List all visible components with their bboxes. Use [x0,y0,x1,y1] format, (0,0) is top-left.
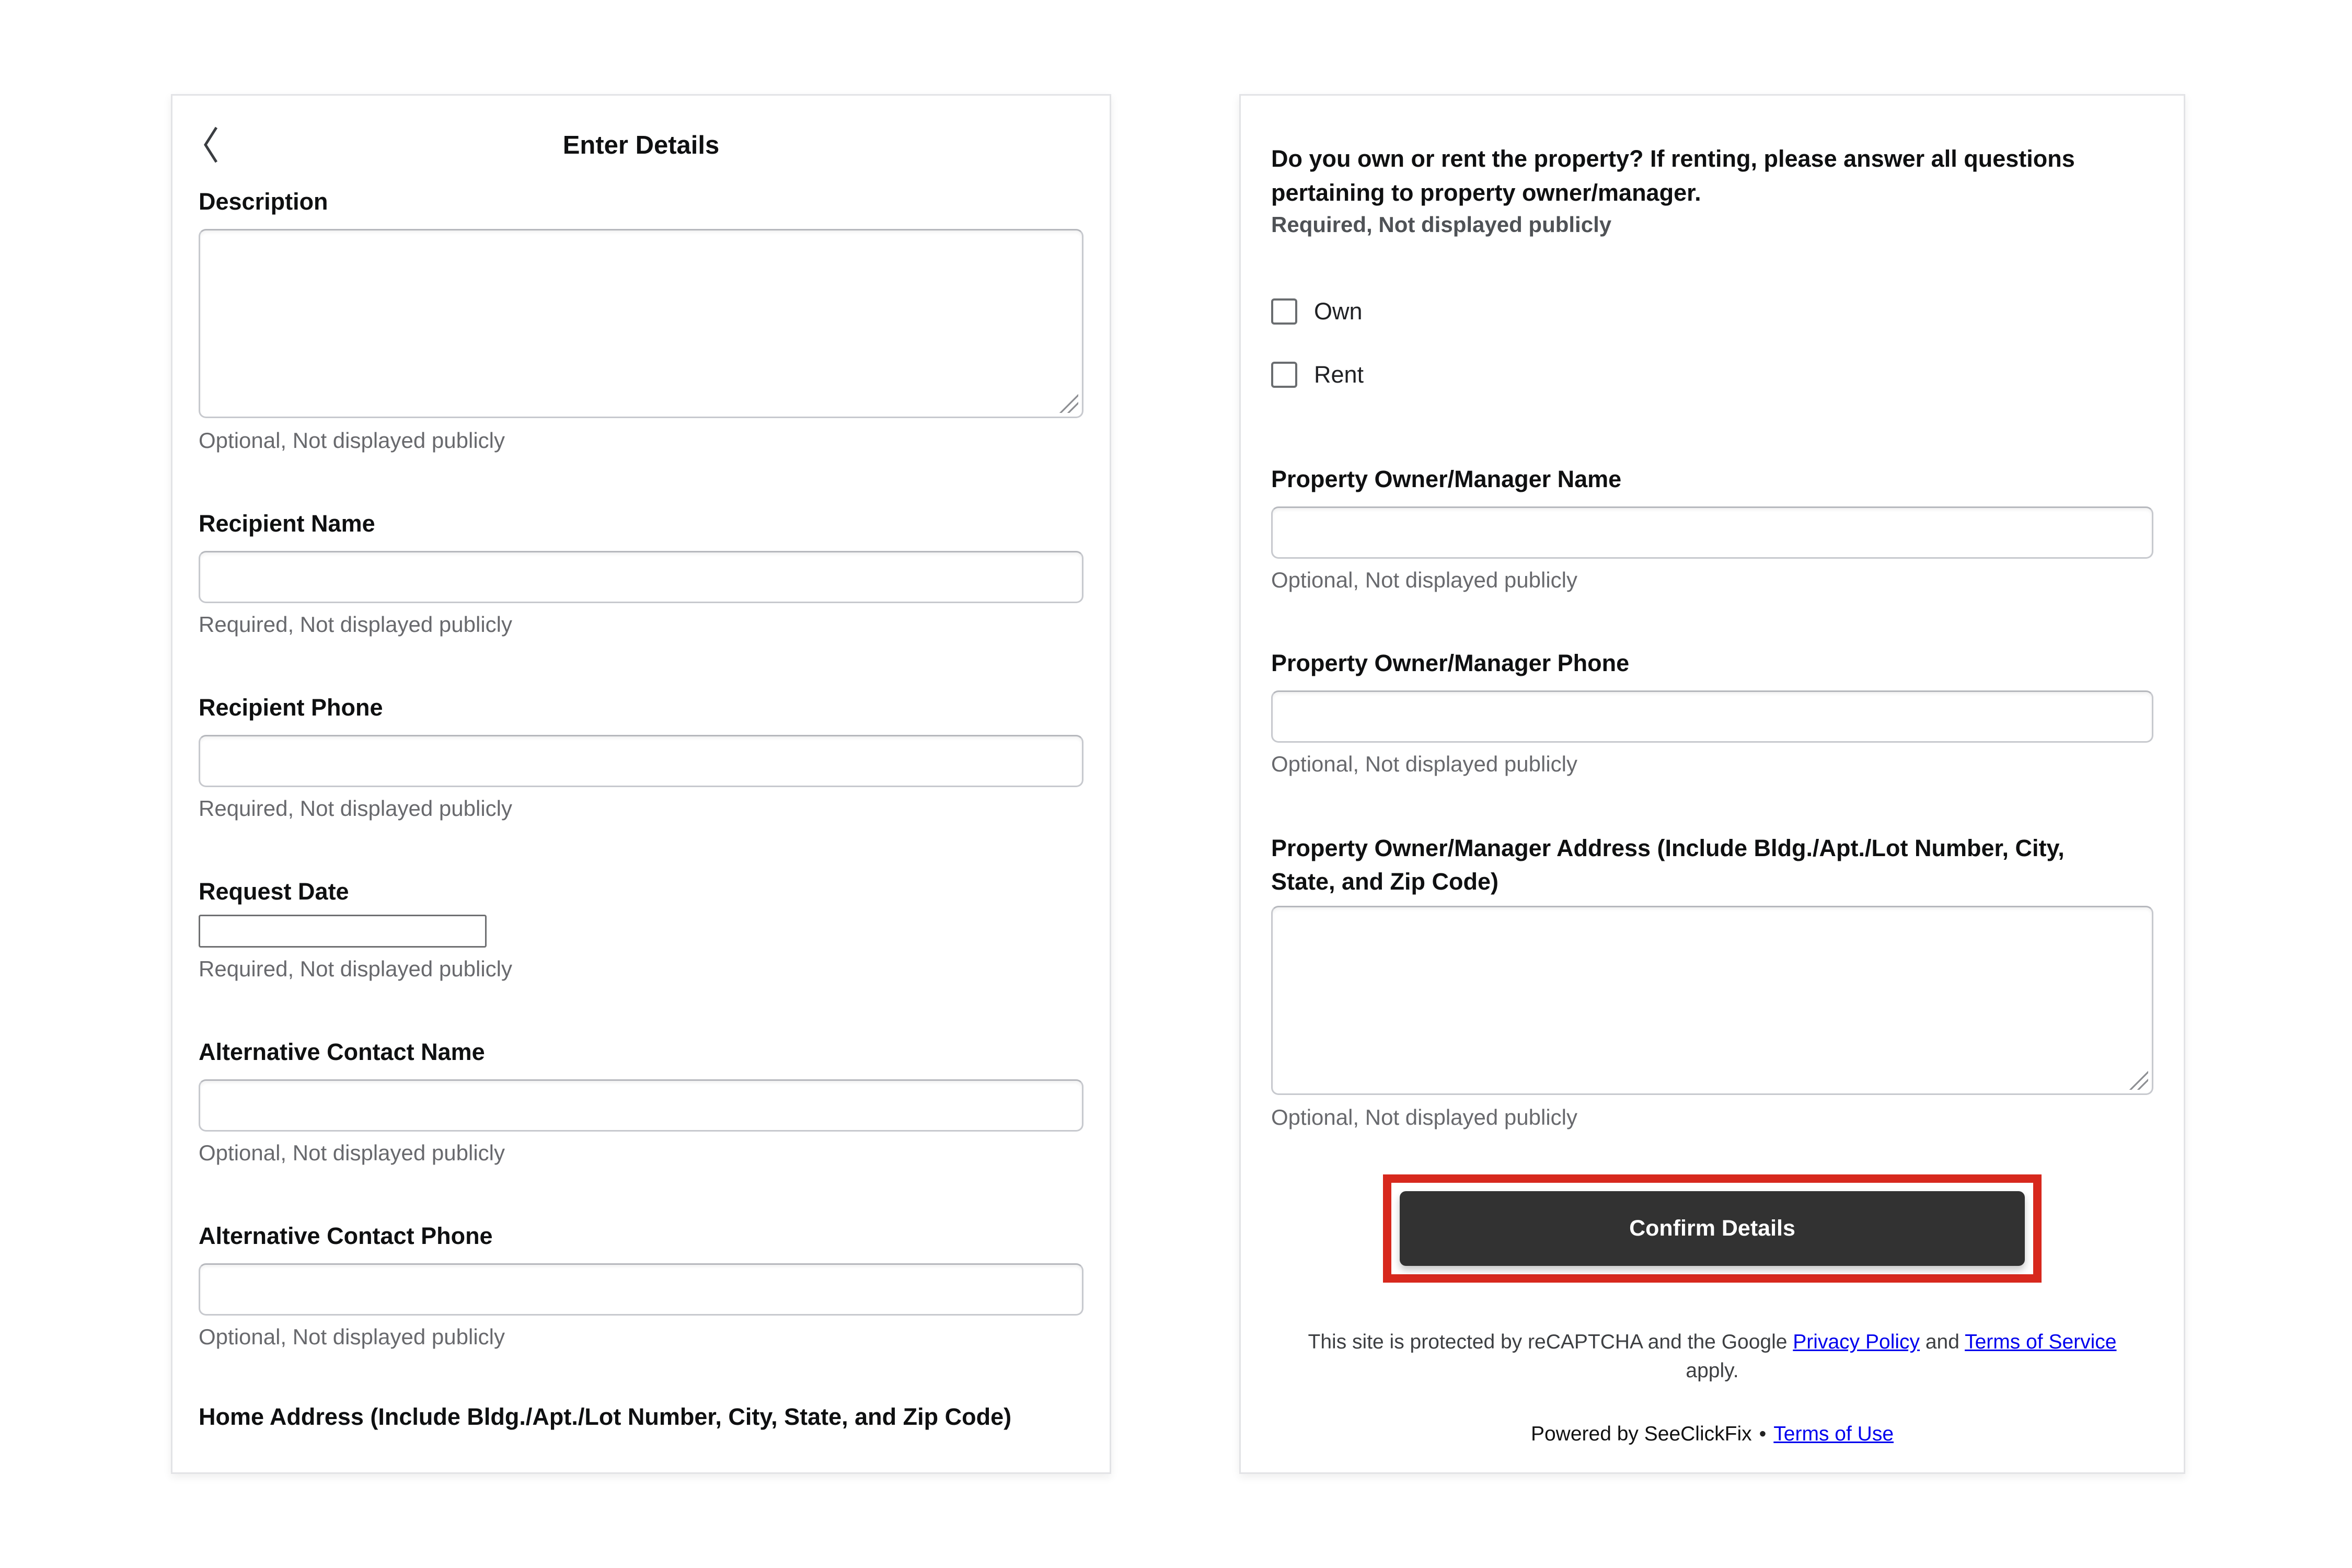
field-helper: Optional, Not displayed publicly [199,428,505,453]
field-helper: Optional, Not displayed publicly [199,1140,505,1165]
powered-by-text: Powered by SeeClickFix [1530,1423,1752,1445]
description-textarea[interactable] [199,229,1083,418]
page-title: Enter Details [562,131,720,159]
field-helper: Required, Not displayed publicly [199,612,512,637]
field-helper: Required, Not displayed publicly [199,956,512,981]
field-label: Property Owner/Manager Phone [1271,650,1630,676]
field-owner-phone [1271,648,2153,777]
own-rent-question: Do you own or rent the property? If renting, please answer all questions pertaining to property owner/manager. [1271,145,2075,206]
field-helper: Required, Not displayed publicly [199,796,512,821]
recaptcha-text: apply. [1686,1359,1739,1382]
field-label: Property Owner/Manager Name [1271,466,1622,492]
field-alt-contact-phone [199,1220,1083,1350]
question-required-note: Required, Not displayed publicly [1271,212,1612,237]
recaptcha-text: and [1920,1331,1965,1353]
terms-of-use-link[interactable]: Terms of Use [1773,1423,1894,1445]
owner-name-input[interactable] [1271,506,2153,559]
privacy-policy-link[interactable]: Privacy Policy [1793,1331,1920,1353]
rent-checkbox-row[interactable] [1271,362,2153,388]
own-checkbox-label: Own [1314,298,1363,325]
field-alt-contact-name [199,1036,1083,1166]
field-home-address [199,1400,1083,1434]
alt-contact-name-input[interactable] [199,1079,1083,1132]
field-label: Property Owner/Manager Address (Include Bldg./Apt./Lot Number, City, State, and Zip Code) [1271,835,2065,895]
alt-contact-phone-input[interactable] [199,1263,1083,1316]
rent-checkbox[interactable] [1271,362,1297,388]
field-helper: Optional, Not displayed publicly [199,1324,505,1349]
field-description [199,186,1083,454]
bullet-separator: • [1759,1423,1767,1445]
field-label: Recipient Phone [199,694,383,721]
powered-by-footer [1271,1420,2153,1448]
confirm-details-button[interactable]: Confirm Details [1400,1191,2025,1266]
field-recipient-name [199,508,1083,638]
field-label: Alternative Contact Name [199,1039,485,1065]
property-details-panel [1239,94,2185,1474]
field-label: Description [199,188,328,215]
recipient-name-input[interactable] [199,551,1083,603]
field-label: Request Date [199,878,349,905]
chevron-left-icon [202,125,221,166]
field-helper: Optional, Not displayed publicly [1271,752,1577,776]
rent-checkbox-label: Rent [1314,361,1364,388]
own-checkbox-row[interactable] [1271,298,2153,325]
field-recipient-phone [199,692,1083,822]
field-label: Recipient Name [199,510,375,537]
back-button[interactable] [202,125,223,165]
own-checkbox[interactable] [1271,298,1297,325]
field-owner-name [1271,464,2153,593]
annotation-highlight [1383,1174,2042,1283]
recipient-phone-input[interactable] [199,735,1083,787]
terms-of-service-link[interactable]: Terms of Service [1965,1331,2117,1353]
field-label: Alternative Contact Phone [199,1223,493,1249]
recaptcha-text: This site is protected by reCAPTCHA and the Google [1308,1331,1793,1353]
owner-address-textarea[interactable] [1271,906,2153,1095]
field-label: Home Address (Include Bldg./Apt./Lot Number, City, State, and Zip Code) [199,1403,1012,1430]
recaptcha-note [1284,1328,2141,1385]
field-request-date [199,876,1083,982]
resize-handle-icon[interactable] [2128,1070,2148,1090]
panel-header [199,125,1083,165]
field-helper: Optional, Not displayed publicly [1271,568,1577,592]
enter-details-panel [171,94,1111,1474]
request-date-input[interactable] [199,915,487,948]
field-helper: Optional, Not displayed publicly [1271,1105,1577,1129]
owner-phone-input[interactable] [1271,690,2153,743]
resize-handle-icon[interactable] [1058,393,1078,413]
field-owner-address [1271,832,2153,1131]
